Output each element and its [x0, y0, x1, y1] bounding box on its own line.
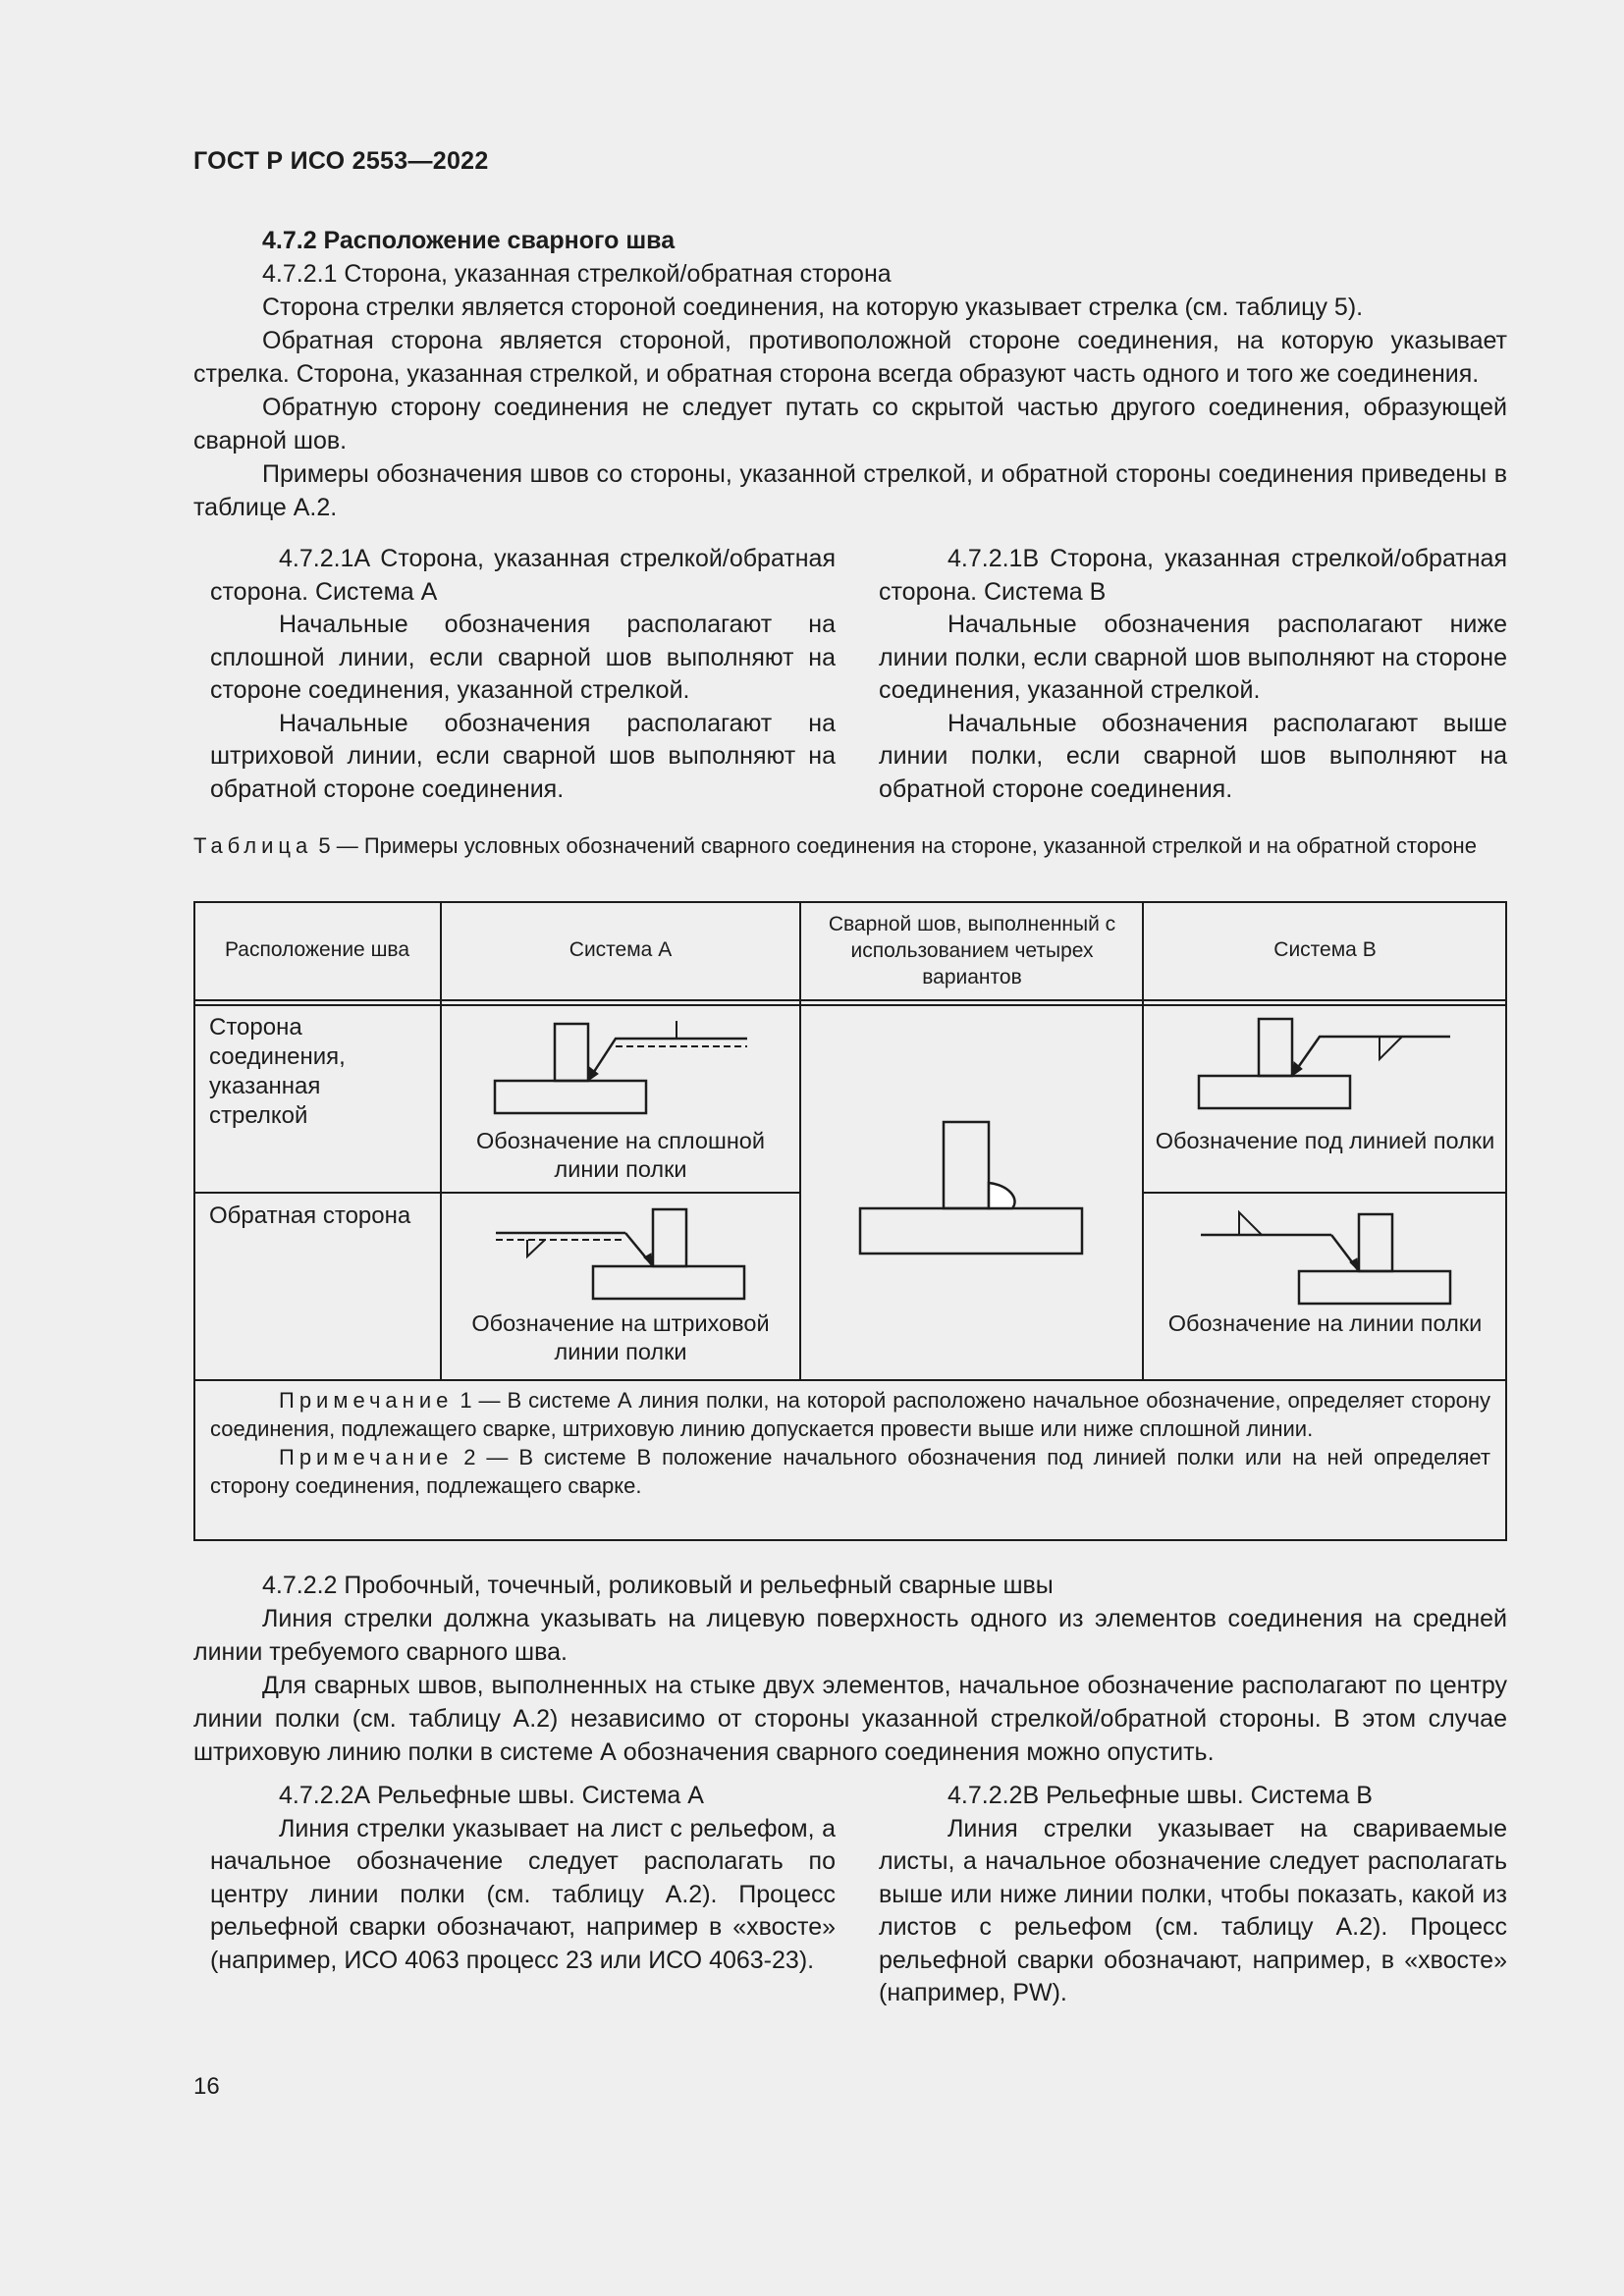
paragraph: Примеры обозначения швов со стороны, указанной стрелкой, и обратной стороны соединения приведены в таблице А.2. — [193, 460, 1507, 521]
paragraph: Начальные обозначения располагают выше линии полки, если сварной шов выполняют на обратной стороне соединения. — [879, 709, 1507, 803]
paragraph: Обратную сторону соединения не следует путать со скрытой частью другого соединения, образующей сварной шов. — [193, 394, 1507, 454]
paragraph: Начальные обозначения располагают на сплошной линии, если сварной шов выполняют на стороне соединения, указанной стрелкой. — [210, 611, 836, 704]
paragraph: Для сварных швов, выполненных на стыке двух элементов, начальное обозначение располагают по центру линии полки (см. таблицу А.2) независимо от стороны указанной стрелкой/обратной стороны. В этом случае штриховую линию полки в системе А обозначения сварного соединения можно опустить. — [193, 1672, 1507, 1766]
header-weld: Сварной шов, выполненный с использованием четырех вариантов — [828, 913, 1116, 988]
header-system-b: Система В — [1273, 938, 1377, 961]
weld-symbol-a-arrow-side — [495, 1021, 747, 1113]
row-label-arrow-side: Сторона соединения, указанная стрелкой — [209, 1014, 346, 1129]
paragraph: Линия стрелки указывает на свариваемые листы, а начальное обозначение следует располагать выше или ниже линии полки, чтобы показать, какой из листов с рельефом (см. таблицу А.2). Процесс рельефной сварки обозначают, например, в «хвосте» (например, PW). — [879, 1814, 1507, 2006]
section2-title: 4.7.2.2 Пробочный, точечный, роликовый и рельефный сварные швы — [262, 1572, 1054, 1599]
paragraph: Линия стрелки указывает на лист с рельефом, а начальное обозначение следует располагать по центру линии полки (см. таблицу А.2). Процесс рельефной сварки обозначают, например в «хвосте» (например, ИСО 4063 процесс 23 или ИСО 4063-23). — [210, 1814, 836, 1974]
systems-columns-top — [193, 543, 1507, 806]
note-text: 2 — В системе В положение начального обозначения под линией полки или на ней определяет сторону соединения, подлежащего сварке. — [210, 1445, 1490, 1498]
table-notes — [193, 1380, 1507, 1500]
caption-a-arrow-side: Обозначение на сплошной линии полки — [476, 1128, 765, 1182]
weld-joint-drawing — [860, 1122, 1082, 1254]
weld-symbol-a-reverse-side — [496, 1209, 744, 1299]
header-location: Расположение шва — [224, 938, 410, 961]
caption-a-reverse-side: Обозначение на штриховой линии полки — [471, 1310, 770, 1364]
section-4-7-2-2 — [193, 1569, 1507, 1769]
relief-system-a-title: 4.7.2.2А Рельефные швы. Система А — [279, 1782, 704, 1809]
section-subtitle: 4.7.2.1 Сторона, указанная стрелкой/обратная сторона — [262, 260, 892, 288]
systems-columns-bottom — [193, 1780, 1507, 2010]
system-a-title: 4.7.2.1А Сторона, указанная стрелкой/обратная сторона. Система А — [210, 545, 836, 606]
system-b-title: 4.7.2.1В Сторона, указанная стрелкой/обратная сторона. Система В — [879, 545, 1507, 606]
paragraph: Обратная сторона является стороной, противоположной стороне соединения, на которую указывает стрелка. Сторона, указанная стрелкой, и обратная сторона всегда образуют часть одного и того же соединения. — [193, 327, 1507, 388]
relief-system-a-column — [193, 1780, 836, 2010]
table-note-1 — [210, 1386, 1490, 1443]
table-title-text: 5 — Примеры условных обозначений сварного соединения на стороне, указанной стрелкой и на обратной стороне — [312, 833, 1477, 858]
row-label-reverse-side: Обратная сторона — [209, 1202, 411, 1229]
paragraph: Линия стрелки должна указывать на лицевую поверхность одного из элементов соединения на средней линии требуемого сварного шва. — [193, 1605, 1507, 1666]
table-title — [193, 831, 1507, 861]
note-label: Примечание — [279, 1445, 454, 1469]
relief-system-b-column — [879, 1780, 1507, 2010]
paragraph: Начальные обозначения располагают ниже линии полки, если сварной шов выполняют на стороне соединения, указанной стрелкой. — [879, 611, 1507, 704]
section-title: 4.7.2 Расположение сварного шва — [262, 227, 676, 254]
table-note-2 — [210, 1443, 1490, 1500]
system-b-column — [879, 543, 1507, 806]
section-4-7-2 — [193, 224, 1507, 524]
table-label: Таблица — [193, 833, 313, 858]
page-number: 16 — [193, 2073, 220, 2100]
document-header: ГОСТ Р ИСО 2553—2022 — [193, 147, 489, 175]
table-5 — [193, 901, 1507, 1541]
weld-symbol-b-arrow-side — [1199, 1019, 1450, 1108]
weld-symbol-b-reverse-side — [1201, 1212, 1450, 1304]
note-label: Примечание — [279, 1388, 454, 1413]
relief-system-b-title: 4.7.2.2В Рельефные швы. Система В — [947, 1782, 1373, 1809]
header-system-a: Система А — [568, 938, 673, 961]
paragraph: Начальные обозначения располагают на штриховой линии, если сварной шов выполняют на обратной стороне соединения. — [210, 709, 836, 803]
paragraph: Сторона стрелки является стороной соединения, на которую указывает стрелка (см. таблицу 5). — [262, 294, 1364, 321]
caption-b-reverse-side: Обозначение на линии полки — [1167, 1310, 1483, 1336]
caption-b-arrow-side: Обозначение под линией полки — [1155, 1128, 1495, 1153]
system-a-column — [193, 543, 836, 806]
note-text: 1 — В системе А линия полки, на которой расположено начальное обозначение, определяет сторону соединения, подлежащего сварке, штриховую линию допускается провести выше или ниже сплошной линии. — [210, 1388, 1490, 1441]
